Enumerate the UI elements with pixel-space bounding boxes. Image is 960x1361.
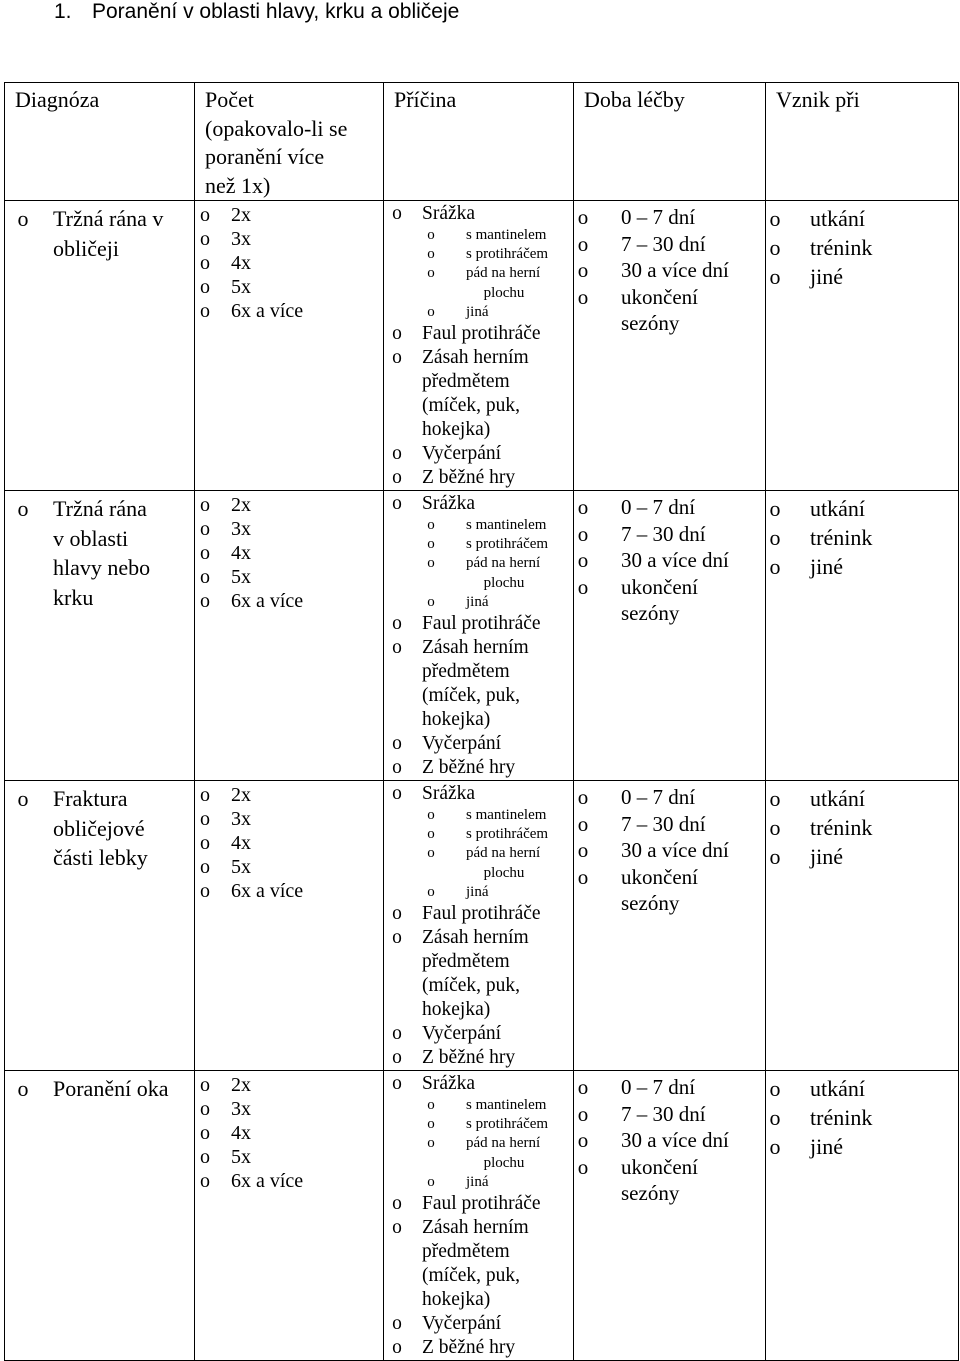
checkbox-circle-icon [424, 303, 438, 322]
checkbox-circle-icon [390, 902, 404, 926]
checkbox-circle-icon [390, 1072, 404, 1096]
count-cell [195, 491, 384, 781]
cause-sub-option: s protihráčem [466, 536, 549, 553]
count-option: 5x [231, 1146, 251, 1169]
checkbox-circle-icon [576, 574, 590, 601]
checkbox-circle-icon [198, 275, 212, 299]
origin-option: utkání [810, 786, 865, 812]
checkbox-circle-icon [390, 732, 404, 756]
checkbox-circle-icon [576, 547, 590, 574]
count-option: 4x [231, 1122, 251, 1145]
cause-option: předmětem [422, 1241, 510, 1263]
checkbox-circle-icon [198, 251, 212, 275]
injury-table [4, 82, 959, 1361]
origin-option: jiné [810, 264, 843, 289]
count-option: 5x [231, 276, 251, 298]
checkbox-circle-icon [768, 1132, 782, 1161]
cause-option: předmětem [422, 661, 510, 683]
cause-option: Z běžné hry [422, 1337, 516, 1359]
checkbox-circle-icon [198, 517, 212, 541]
header-count: Počet (opakovalo-li se poranění více než 1x) [195, 83, 384, 201]
origin-option: trénink [810, 1105, 873, 1131]
origin-cell [766, 491, 959, 781]
cause-option: Srážka [422, 1073, 476, 1095]
count-option: 2x [231, 1074, 251, 1097]
cause-sub-option: s mantinelem [466, 517, 547, 534]
cause-option: předmětem [422, 951, 510, 973]
checkbox-circle-icon [424, 1173, 438, 1192]
cause-option: Zásah herním [422, 1217, 529, 1239]
cause-option: Z běžné hry [422, 467, 516, 489]
table-row [5, 201, 959, 491]
cause-option: Zásah herním [422, 927, 529, 949]
cause-sub-option: pád na herní [466, 555, 541, 572]
cause-cell [384, 781, 574, 1071]
checkbox-circle-icon [768, 262, 782, 291]
checkbox-circle-icon [390, 1192, 404, 1216]
cause-sub-option: s mantinelem [466, 227, 547, 243]
header-cause: Příčina [384, 83, 574, 201]
checkbox-circle-icon [390, 782, 404, 806]
checkbox-circle-icon [198, 1097, 212, 1121]
count-option: 3x [231, 1098, 251, 1121]
checkbox-circle-icon [576, 231, 590, 258]
checkbox-circle-icon [198, 493, 212, 517]
duration-option: 0 – 7 dní [621, 1075, 696, 1100]
duration-option: ukončení [621, 1154, 698, 1179]
cause-option: Srážka [422, 493, 476, 515]
cause-option: Vyčerpání [422, 1313, 502, 1335]
header-duration: Doba léčby [574, 83, 766, 201]
cause-option: hokejka) [422, 709, 491, 731]
diagnosis-cell [5, 781, 195, 1071]
duration-option: 7 – 30 dní [621, 231, 706, 256]
count-option: 6x a více [231, 590, 304, 613]
count-cell [195, 201, 384, 491]
duration-option-cont: sezóny [621, 891, 680, 916]
cause-option: Vyčerpání [422, 443, 502, 465]
diagnosis-cell [5, 491, 195, 781]
checkbox-circle-icon [198, 1169, 212, 1193]
checkbox-circle-icon [390, 756, 404, 780]
duration-option: 7 – 30 dní [621, 521, 706, 546]
count-option: 6x a více [231, 1170, 304, 1193]
cause-option: Srážka [422, 783, 476, 805]
cause-sub-option: pád na herní [466, 845, 541, 862]
checkbox-circle-icon [576, 494, 590, 521]
duration-cell [574, 1071, 766, 1361]
checkbox-circle-icon [768, 523, 782, 552]
cause-sub-option: jiná [466, 883, 489, 900]
diagnosis-text: Tržná rána [53, 496, 147, 522]
table-header-row [5, 83, 959, 201]
checkbox-circle-icon [768, 784, 782, 813]
checkbox-circle-icon [576, 864, 590, 891]
checkbox-circle-icon [390, 1046, 404, 1070]
section-heading [54, 0, 459, 28]
cause-option: Vyčerpání [422, 733, 502, 755]
cause-sub-option: s protihráčem [466, 1116, 549, 1133]
checkbox-circle-icon [390, 322, 404, 346]
duration-option: 0 – 7 dní [621, 785, 696, 810]
table-row [5, 781, 959, 1071]
duration-option: 7 – 30 dní [621, 1101, 706, 1126]
cause-cell [384, 1071, 574, 1361]
checkbox-circle-icon [424, 883, 438, 902]
checkbox-circle-icon [390, 202, 404, 226]
cause-option: (míček, puk, [422, 685, 521, 707]
section-number: 1. [54, 0, 72, 23]
count-cell [195, 781, 384, 1071]
cause-option: Srážka [422, 203, 476, 224]
count-cell [195, 1071, 384, 1361]
checkbox-circle-icon [198, 1145, 212, 1169]
checkbox-circle-icon [390, 492, 404, 516]
cause-option: Faul protihráče [422, 1193, 541, 1215]
table-row [5, 1071, 959, 1361]
cause-sub-option: pád na herní [466, 1135, 541, 1152]
checkbox-circle-icon [198, 541, 212, 565]
checkbox-circle-icon [424, 245, 438, 264]
count-option: 5x [231, 566, 251, 589]
cause-sub-option: s mantinelem [466, 1097, 547, 1114]
count-option: 2x [231, 784, 251, 807]
diagnosis-text: v oblasti [53, 525, 129, 551]
cause-option: (míček, puk, [422, 975, 521, 997]
checkbox-circle-icon [768, 494, 782, 523]
checkbox-circle-icon [424, 806, 438, 825]
checkbox-circle-icon [424, 264, 438, 283]
cause-option: předmětem [422, 371, 510, 393]
origin-option: trénink [810, 525, 873, 551]
duration-option: ukončení [621, 284, 698, 309]
duration-option: 0 – 7 dní [621, 205, 696, 229]
cause-option: hokejka) [422, 999, 491, 1021]
checkbox-circle-icon [198, 783, 212, 807]
cause-option: Faul protihráče [422, 323, 541, 345]
checkbox-circle-icon [198, 1121, 212, 1145]
checkbox-circle-icon [198, 855, 212, 879]
cause-option: Zásah herním [422, 637, 529, 659]
checkbox-circle-icon [390, 1312, 404, 1336]
checkbox-circle-icon [424, 535, 438, 554]
checkbox-circle-icon [198, 831, 212, 855]
duration-option: ukončení [621, 864, 698, 889]
checkbox-circle-icon [424, 516, 438, 535]
count-option: 4x [231, 252, 251, 274]
duration-option-cont: sezóny [621, 1181, 680, 1206]
checkbox-circle-icon [768, 842, 782, 871]
cause-option: Z běžné hry [422, 1047, 516, 1069]
cause-option: Faul protihráče [422, 903, 541, 925]
duration-option: ukončení [621, 574, 698, 599]
count-option: 3x [231, 228, 251, 250]
checkbox-circle-icon [390, 612, 404, 636]
count-option: 3x [231, 808, 251, 831]
cause-cell [384, 491, 574, 781]
checkbox-circle-icon [424, 226, 438, 245]
origin-option: utkání [810, 1076, 865, 1102]
checkbox-circle-icon [198, 1073, 212, 1097]
checkbox-circle-icon [390, 1216, 404, 1240]
checkbox-circle-icon [768, 1074, 782, 1103]
bullet-circle-icon [15, 784, 31, 814]
checkbox-circle-icon [390, 1022, 404, 1046]
checkbox-circle-icon [198, 589, 212, 613]
duration-cell [574, 781, 766, 1071]
origin-option: trénink [810, 815, 873, 841]
cause-option: Z běžné hry [422, 757, 516, 779]
cause-option: hokejka) [422, 1289, 491, 1311]
count-option: 3x [231, 518, 251, 541]
count-option: 6x a více [231, 880, 304, 903]
cause-sub-option: jiná [466, 1173, 489, 1190]
checkbox-circle-icon [768, 204, 782, 233]
checkbox-circle-icon [424, 1096, 438, 1115]
count-option: 4x [231, 542, 251, 565]
cause-option: hokejka) [422, 419, 491, 441]
checkbox-circle-icon [390, 346, 404, 370]
checkbox-circle-icon [768, 813, 782, 842]
table-row [5, 491, 959, 781]
checkbox-circle-icon [424, 825, 438, 844]
checkbox-circle-icon [576, 1154, 590, 1181]
checkbox-circle-icon [198, 879, 212, 903]
checkbox-circle-icon [390, 466, 404, 490]
cause-cell [384, 201, 574, 491]
count-option: 5x [231, 856, 251, 879]
checkbox-circle-icon [424, 554, 438, 573]
checkbox-circle-icon [576, 837, 590, 864]
diagnosis-text: krku [53, 584, 94, 610]
checkbox-circle-icon [576, 1101, 590, 1128]
cause-sub-option: s mantinelem [466, 807, 547, 824]
cause-option: Zásah herním [422, 347, 529, 369]
cause-option: (míček, puk, [422, 395, 521, 417]
origin-cell [766, 781, 959, 1071]
origin-option: utkání [810, 496, 865, 522]
duration-option: 30 a více dní [621, 548, 729, 573]
origin-cell [766, 1071, 959, 1361]
diagnosis-text: Fraktura [53, 786, 128, 812]
section-title: Poranění v oblasti hlavy, krku a obličeje [92, 0, 460, 23]
duration-option: 7 – 30 dní [621, 811, 706, 836]
checkbox-circle-icon [198, 565, 212, 589]
duration-option: 30 a více dní [621, 838, 729, 863]
origin-option: jiné [810, 844, 843, 870]
bullet-circle-icon [15, 204, 31, 234]
duration-cell [574, 491, 766, 781]
checkbox-circle-icon [390, 442, 404, 466]
cause-sub-option-cont: plochu [483, 574, 525, 591]
diagnosis-text: obličejové [53, 815, 145, 841]
cause-sub-option: s protihráčem [466, 246, 549, 263]
duration-option: 30 a více dní [621, 258, 729, 282]
diagnosis-cell [5, 1071, 195, 1361]
checkbox-circle-icon [576, 257, 590, 284]
cause-sub-option-cont: plochu [483, 1154, 525, 1171]
cause-sub-option: jiná [466, 303, 489, 320]
checkbox-circle-icon [424, 1134, 438, 1153]
count-option: 2x [231, 494, 251, 517]
duration-option-cont: sezóny [621, 601, 680, 626]
origin-option: trénink [810, 235, 873, 260]
checkbox-circle-icon [576, 784, 590, 811]
header-diagnosis: Diagnóza [5, 83, 195, 201]
cause-sub-option: pád na herní [466, 265, 541, 282]
duration-cell [574, 201, 766, 491]
checkbox-circle-icon [768, 552, 782, 581]
duration-option: 0 – 7 dní [621, 495, 696, 520]
checkbox-circle-icon [424, 1115, 438, 1134]
count-option: 6x a více [231, 300, 304, 322]
origin-option: jiné [810, 554, 843, 580]
origin-option: jiné [810, 1134, 843, 1160]
count-option: 2x [231, 204, 251, 226]
cause-option: Vyčerpání [422, 1023, 502, 1045]
duration-option-cont: sezóny [621, 311, 680, 335]
checkbox-circle-icon [198, 203, 212, 227]
checkbox-circle-icon [576, 1074, 590, 1101]
checkbox-circle-icon [576, 1127, 590, 1154]
checkbox-circle-icon [576, 284, 590, 311]
origin-cell [766, 201, 959, 491]
header-origin: Vznik při [766, 83, 959, 201]
checkbox-circle-icon [576, 811, 590, 838]
cause-option: (míček, puk, [422, 1265, 521, 1287]
origin-option: utkání [810, 206, 865, 231]
checkbox-circle-icon [198, 227, 212, 251]
diagnosis-cell [5, 201, 195, 491]
checkbox-circle-icon [198, 299, 212, 323]
diagnosis-text: obličeji [53, 235, 119, 261]
checkbox-circle-icon [576, 521, 590, 548]
count-option: 4x [231, 832, 251, 855]
cause-option: Faul protihráče [422, 613, 541, 635]
cause-sub-option-cont: plochu [483, 864, 525, 881]
checkbox-circle-icon [768, 233, 782, 262]
cause-sub-option: s protihráčem [466, 826, 549, 843]
checkbox-circle-icon [424, 844, 438, 863]
bullet-circle-icon [15, 1074, 31, 1104]
checkbox-circle-icon [198, 807, 212, 831]
checkbox-circle-icon [390, 636, 404, 660]
checkbox-circle-icon [390, 1336, 404, 1360]
cause-sub-option: jiná [466, 593, 489, 610]
diagnosis-text: části lebky [53, 845, 148, 871]
diagnosis-text: Tržná rána v [53, 206, 164, 231]
bullet-circle-icon [15, 494, 31, 524]
checkbox-circle-icon [576, 204, 590, 231]
checkbox-circle-icon [390, 926, 404, 950]
cause-sub-option-cont: plochu [483, 284, 525, 301]
diagnosis-text: Poranění oka [53, 1076, 169, 1102]
checkbox-circle-icon [424, 593, 438, 612]
checkbox-circle-icon [768, 1103, 782, 1132]
duration-option: 30 a více dní [621, 1128, 729, 1153]
diagnosis-text: hlavy nebo [53, 555, 151, 581]
